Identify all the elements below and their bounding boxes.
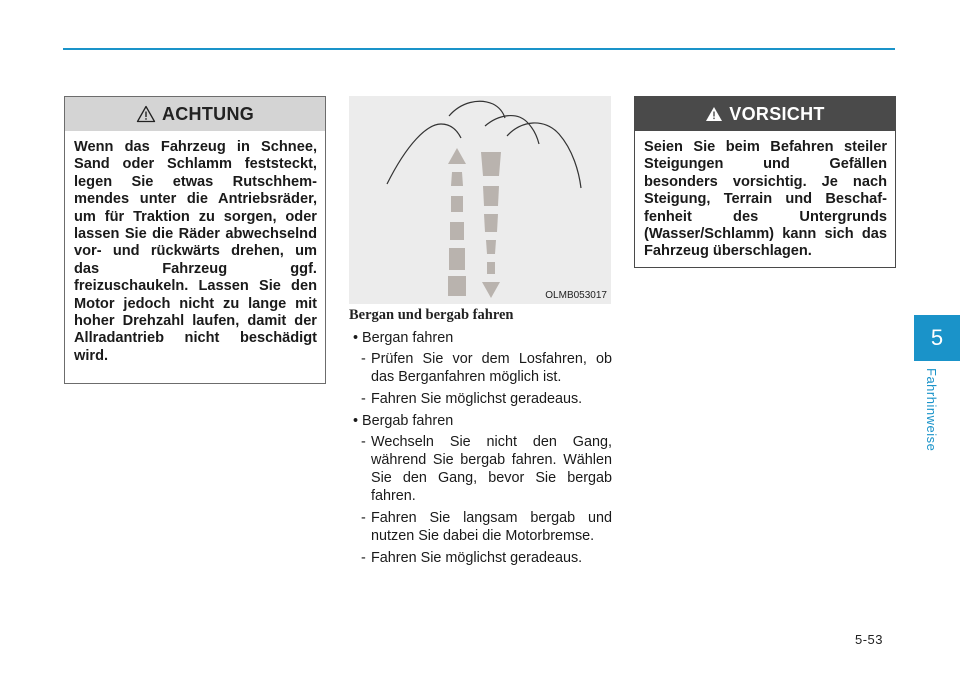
achtung-text: Wenn das Fahrzeug in Schnee, Sand oder Schlamm feststeckt, legen Sie etwas Rutschhemmendes unter die Antriebsräder, um für Traktion zu sorgen, oder lassen Sie die Räder abwechselnd vor- und rückwärts drehen, um das Fahrzeug ggf. freizuschaukeln. Lassen Sie den Motor jedoch nicht zu lange mit hoher Drehzahl laufen, damit der Allradantrieb nicht beschädigt wird.: [74, 139, 317, 364]
list-item: - Prüfen Sie vor dem Losfahren, ob das Berganfahren möglich ist.: [361, 351, 612, 385]
list-item: - Wechseln Sie nicht den Gang, während Sie bergab fahren. Wählen Sie den Gang, bevor Sie bergab fahren.: [361, 434, 612, 504]
slope-illustration: [349, 96, 611, 304]
vorsicht-title: VORSICHT: [729, 103, 825, 124]
warning-triangle-filled-icon: [705, 106, 723, 122]
illustration-code: OLMB053017: [545, 290, 607, 301]
achtung-box: [64, 96, 326, 384]
bullet-label: Bergab fahren: [362, 413, 454, 429]
top-rule: [63, 48, 895, 50]
list-item: - Fahren Sie langsam bergab und nutzen Sie dabei die Motorbremse.: [361, 510, 612, 544]
bullet-uphill: • Bergan fahren: [352, 330, 454, 346]
page-number: 5-53: [855, 632, 884, 647]
achtung-title: ACHTUNG: [161, 103, 255, 124]
bullet-label: Bergan fahren: [362, 330, 454, 346]
achtung-header: [65, 97, 325, 131]
vorsicht-box: [634, 96, 896, 268]
uphill-downhill-arrows-image: [349, 96, 611, 304]
section-title: Bergan und bergab fahren: [349, 307, 514, 323]
vorsicht-text: Seien Sie beim Befahren steiler Steigungen und Gefällen besonders vorsichtig. Je nach Steigung, Terrain und Beschaffenheit des Untergrunds (Wasser/Schlamm) kann sich das Fahrzeug überschlagen.: [644, 139, 887, 260]
vorsicht-header: [635, 97, 895, 131]
list-item: - Fahren Sie möglichst geradeaus.: [361, 550, 583, 566]
section-text: [349, 329, 612, 571]
bullet-downhill: • Bergab fahren: [352, 413, 454, 429]
chapter-label: Fahrhinweise: [924, 368, 939, 452]
warning-triangle-outline-icon: [136, 105, 156, 123]
chapter-tab: 5: [914, 315, 960, 361]
list-item: - Fahren Sie möglichst geradeaus.: [361, 391, 583, 407]
